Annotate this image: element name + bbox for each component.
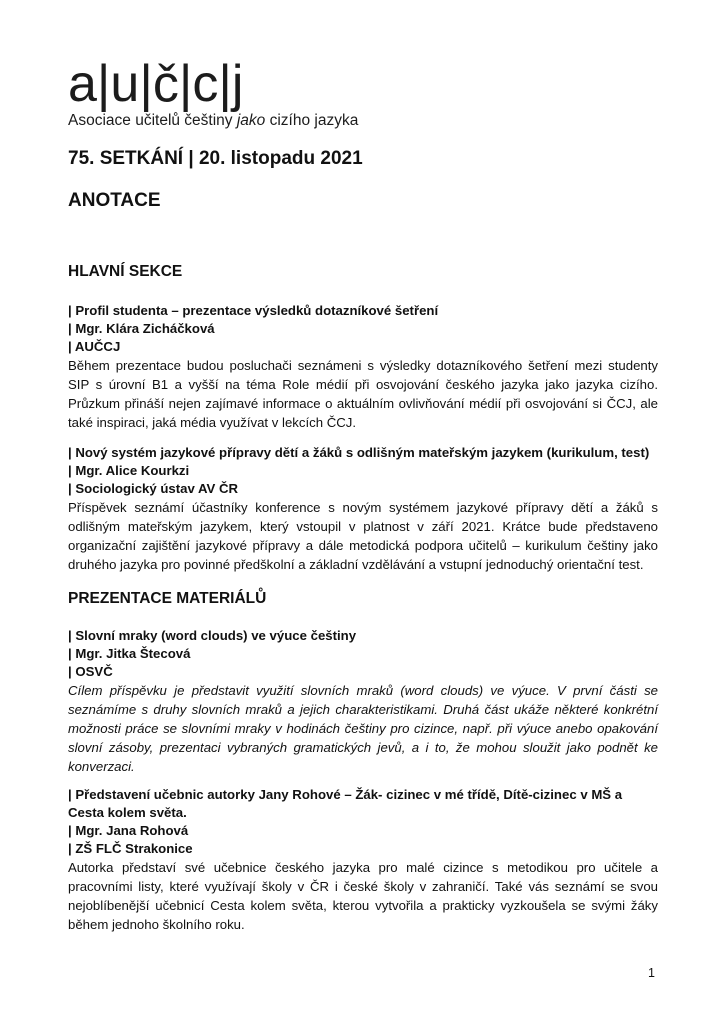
item-author: | Mgr. Jana Rohová [68,823,189,838]
item-title: | Nový systém jazykové přípravy dětí a žáků s odlišným mateřským jazykem (kurikulum, test) [68,445,650,460]
association-logo: a|u|č|c|j [68,55,244,113]
item-title: | Slovní mraky (word clouds) ve výuce češtiny [68,628,357,643]
item-title: | Představení učebnic autorky Jany Rohové – Žák- cizinec v mé třídě, Dítě-cizinec v MŠ a Cesta kolem světa. [68,787,623,820]
item-description: Cílem příspěvku je představit využití slovních mraků (word clouds) ve výuce. V první části se seznámíme s druhy slovních mraků a jejich charakteristikami. Druhá část ukáže některé konkrétní možnosti práce se slovními mraky v hodinách češtiny pro cizince, např. při výuce anebo opakování slovní zásoby, prezentaci vybraných gramatických jevů, a i to, že mohou sloužit jako podnět ke konverzaci. [68,683,658,774]
annotation-item [68,302,658,432]
item-description: Příspěvek seznámí účastníky konference s novým systémem jazykové přípravy dětí a žáků s odlišným mateřským jazykem, který vstoupil v platnost v září 2021. Krátce bude představeno organizační zajištění jazykové přípravy a dále metodická podpora učitelů – kurikulum češtiny jako druhého jazyka pro povinné předškolní a základní vzdělávání a vstupní jednoduchý orientační test. [68,500,658,572]
document-title: ANOTACE [68,190,161,211]
annotation-item [68,444,658,574]
page-number: 1 [648,966,655,980]
item-description: Autorka představí své učebnice českého jazyka pro malé cizince s metodikou pro učitele a pracovními listy, které využívají školy v ČR i české školy v zahraničí. Také vás seznámí se svou nejoblíbenější učebnicí Cesta kolem světa, kterou vytvořila a prakticky vyzkoušela se svými žáky během jednoho školního roku. [68,860,658,932]
annotation-item [68,786,658,934]
section-heading-materials: PREZENTACE MATERIÁLŮ [68,590,267,607]
item-author: | Mgr. Alice Kourkzi [68,463,190,478]
annotation-item [68,627,658,776]
item-title: | Profil studenta – prezentace výsledků dotazníkové šetření [68,303,439,318]
item-description: Během prezentace budou posluchači seznámeni s výsledky dotazníkového šetření mezi studenty SIP s úrovní B1 a vyšší na téma Role médií při osvojování českého jazyka jako jazyka cizího. Průzkum přináší nejen zajímavé informace o aktuálním ovlivňování médií při osvojování si ČCJ, ale také inspiraci, jaká média využívat v lekcích ČCJ. [68,358,658,430]
association-name-part-1: Asociace učitelů češtiny [68,112,237,129]
association-name [68,112,358,130]
item-affiliation: | AUČCJ [68,339,121,354]
association-name-italic: jako [236,112,266,129]
item-author: | Mgr. Jitka Štecová [68,646,191,661]
item-author: | Mgr. Klára Zicháčková [68,321,215,336]
item-affiliation: | ZŠ FLČ Strakonice [68,841,193,856]
item-affiliation: | Sociologický ústav AV ČR [68,481,239,496]
meeting-title: 75. SETKÁNÍ | 20. listopadu 2021 [68,148,363,169]
association-name-part-2: cizího jazyka [265,112,359,129]
section-heading-main: HLAVNÍ SEKCE [68,263,183,280]
item-affiliation: | OSVČ [68,664,113,679]
